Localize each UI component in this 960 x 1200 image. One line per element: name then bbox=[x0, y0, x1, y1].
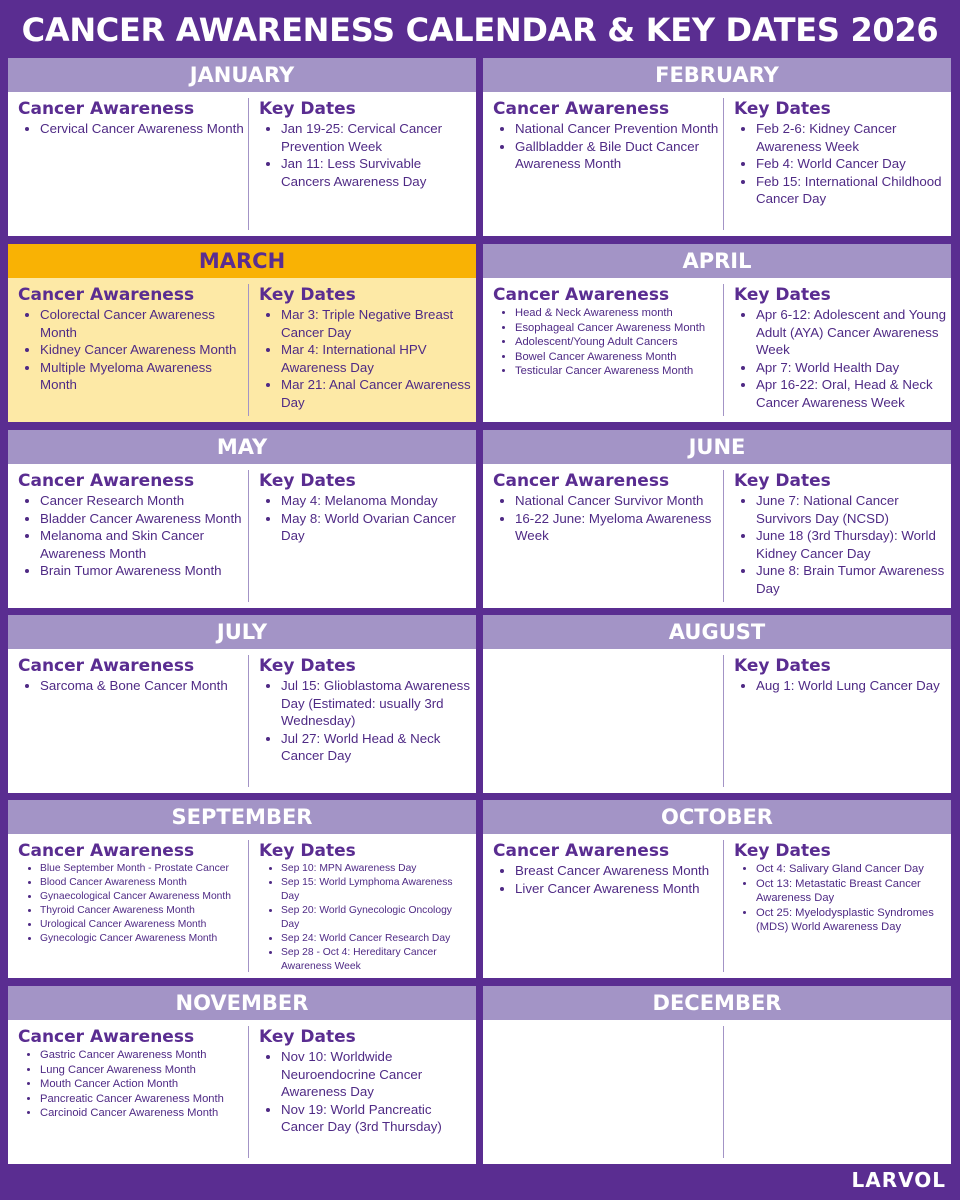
key-dates-heading: Key Dates bbox=[734, 99, 831, 119]
list-item: • Colorectal Cancer Awareness Month bbox=[40, 306, 244, 341]
key-dates-heading: Key Dates bbox=[734, 656, 831, 676]
list-item: • June 7: National Cancer Survivors Day (NCSD) bbox=[756, 492, 947, 527]
list-item: • Feb 2-6: Kidney Cancer Awareness Week bbox=[756, 120, 947, 155]
list-item: • Jul 15: Glioblastoma Awareness Day (Estimated: usually 3rd Wednesday) bbox=[281, 677, 472, 730]
cancer-awareness-list bbox=[493, 120, 719, 173]
key-dates-column bbox=[248, 1026, 476, 1158]
list-item: • Head & Neck Awareness month bbox=[515, 306, 719, 321]
list-item: • Carcinoid Cancer Awareness Month bbox=[40, 1106, 244, 1121]
list-item: • June 8: Brain Tumor Awareness Day bbox=[756, 562, 947, 597]
list-item: • Oct 4: Salivary Gland Cancer Day bbox=[756, 862, 947, 877]
list-item: • Adolescent/Young Adult Cancers bbox=[515, 335, 719, 350]
list-item: • Testicular Cancer Awareness Month bbox=[515, 364, 719, 379]
month-header: MAY bbox=[8, 430, 476, 464]
list-item: • June 18 (3rd Thursday): World Kidney Cancer Day bbox=[756, 527, 947, 562]
month-card-february bbox=[483, 58, 951, 236]
cancer-awareness-column bbox=[483, 470, 723, 602]
month-body bbox=[8, 1020, 476, 1164]
list-item: • Oct 13: Metastatic Breast Cancer Awareness Day bbox=[756, 877, 947, 906]
cancer-awareness-heading: Cancer Awareness bbox=[18, 99, 195, 119]
key-dates-heading: Key Dates bbox=[259, 99, 356, 119]
month-body bbox=[8, 649, 476, 793]
cancer-awareness-column bbox=[8, 98, 248, 230]
cancer-awareness-heading: Cancer Awareness bbox=[18, 656, 195, 676]
list-item: • Cervical Cancer Awareness Month bbox=[40, 120, 244, 138]
key-dates-column bbox=[248, 470, 476, 602]
cancer-awareness-heading: Cancer Awareness bbox=[493, 285, 670, 305]
cancer-awareness-column bbox=[8, 655, 248, 787]
month-header: APRIL bbox=[483, 244, 951, 278]
key-dates-list bbox=[734, 677, 947, 695]
cancer-awareness-list bbox=[18, 677, 244, 695]
list-item: • Jul 27: World Head & Neck Cancer Day bbox=[281, 730, 472, 765]
list-item: • Feb 15: International Childhood Cancer Day bbox=[756, 173, 947, 208]
list-item: • National Cancer Prevention Month bbox=[515, 120, 719, 138]
key-dates-column bbox=[723, 655, 951, 787]
key-dates-column bbox=[723, 98, 951, 230]
month-body bbox=[8, 834, 476, 978]
list-item: • Apr 7: World Health Day bbox=[756, 359, 947, 377]
calendar-title: CANCER AWARENESS CALENDAR & KEY DATES 2026 bbox=[21, 11, 939, 49]
list-item: • Aug 1: World Lung Cancer Day bbox=[756, 677, 947, 695]
list-item: • Sep 10: MPN Awareness Day bbox=[281, 862, 472, 876]
cancer-awareness-list bbox=[493, 306, 719, 379]
cancer-awareness-heading: Cancer Awareness bbox=[18, 1027, 195, 1047]
key-dates-heading: Key Dates bbox=[734, 471, 831, 491]
key-dates-column bbox=[248, 284, 476, 416]
cancer-awareness-column bbox=[8, 284, 248, 416]
month-card-january bbox=[8, 58, 476, 236]
key-dates-column bbox=[723, 840, 951, 972]
list-item: • Gynaecological Cancer Awareness Month bbox=[40, 890, 244, 904]
month-card-december bbox=[483, 986, 951, 1164]
cancer-awareness-list bbox=[18, 1048, 244, 1121]
month-card-july bbox=[8, 615, 476, 793]
month-body bbox=[483, 278, 951, 422]
list-item: • Feb 4: World Cancer Day bbox=[756, 155, 947, 173]
list-item: • Mouth Cancer Action Month bbox=[40, 1077, 244, 1092]
key-dates-heading: Key Dates bbox=[734, 285, 831, 305]
month-header: DECEMBER bbox=[483, 986, 951, 1020]
cancer-awareness-heading: Cancer Awareness bbox=[18, 841, 195, 861]
key-dates-list bbox=[259, 492, 472, 545]
list-item: • Liver Cancer Awareness Month bbox=[515, 880, 719, 898]
cancer-awareness-column bbox=[483, 284, 723, 416]
list-item: • National Cancer Survivor Month bbox=[515, 492, 719, 510]
key-dates-heading: Key Dates bbox=[259, 656, 356, 676]
month-card-april bbox=[483, 244, 951, 422]
list-item: • Mar 3: Triple Negative Breast Cancer Day bbox=[281, 306, 472, 341]
list-item: • Gastric Cancer Awareness Month bbox=[40, 1048, 244, 1063]
month-body bbox=[483, 834, 951, 978]
cancer-awareness-column bbox=[8, 840, 248, 972]
month-body bbox=[8, 92, 476, 236]
month-card-august bbox=[483, 615, 951, 793]
list-item: • Sep 15: World Lymphoma Awareness Day bbox=[281, 876, 472, 904]
key-dates-column bbox=[248, 655, 476, 787]
month-header: OCTOBER bbox=[483, 800, 951, 834]
list-item: • Mar 4: International HPV Awareness Day bbox=[281, 341, 472, 376]
key-dates-column bbox=[248, 840, 476, 972]
list-item: • Blood Cancer Awareness Month bbox=[40, 876, 244, 890]
cancer-awareness-column bbox=[483, 840, 723, 972]
key-dates-heading: Key Dates bbox=[734, 841, 831, 861]
key-dates-list bbox=[259, 306, 472, 412]
key-dates-heading: Key Dates bbox=[259, 841, 356, 861]
list-item: • Nov 19: World Pancreatic Cancer Day (3rd Thursday) bbox=[281, 1101, 472, 1136]
month-header: AUGUST bbox=[483, 615, 951, 649]
month-card-october bbox=[483, 800, 951, 978]
list-item: • Jan 19-25: Cervical Cancer Prevention Week bbox=[281, 120, 472, 155]
month-body bbox=[483, 649, 951, 793]
cancer-awareness-list bbox=[18, 862, 244, 946]
cancer-awareness-column bbox=[483, 655, 723, 787]
list-item: • Urological Cancer Awareness Month bbox=[40, 918, 244, 932]
list-item: • Mar 21: Anal Cancer Awareness Day bbox=[281, 376, 472, 411]
list-item: • Lung Cancer Awareness Month bbox=[40, 1063, 244, 1078]
month-header: NOVEMBER bbox=[8, 986, 476, 1020]
key-dates-heading: Key Dates bbox=[259, 285, 356, 305]
list-item: • 16-22 June: Myeloma Awareness Week bbox=[515, 510, 719, 545]
list-item: • Sep 24: World Cancer Research Day bbox=[281, 932, 472, 946]
list-item: • Oct 25: Myelodysplastic Syndromes (MDS) World Awareness Day bbox=[756, 906, 947, 935]
larvol-logo: LARVOL bbox=[851, 1168, 946, 1192]
month-header: JULY bbox=[8, 615, 476, 649]
month-card-may bbox=[8, 430, 476, 608]
list-item: • Blue September Month - Prostate Cancer bbox=[40, 862, 244, 876]
list-item: • Brain Tumor Awareness Month bbox=[40, 562, 244, 580]
list-item: • Kidney Cancer Awareness Month bbox=[40, 341, 244, 359]
list-item: • Gynecologic Cancer Awareness Month bbox=[40, 932, 244, 946]
cancer-awareness-heading: Cancer Awareness bbox=[493, 471, 670, 491]
cancer-awareness-heading: Cancer Awareness bbox=[493, 841, 670, 861]
key-dates-list bbox=[259, 1048, 472, 1136]
key-dates-heading: Key Dates bbox=[259, 471, 356, 491]
list-item: • Nov 10: Worldwide Neuroendocrine Cancer Awareness Day bbox=[281, 1048, 472, 1101]
month-header: MARCH bbox=[8, 244, 476, 278]
list-item: • Multiple Myeloma Awareness Month bbox=[40, 359, 244, 394]
list-item: • May 4: Melanoma Monday bbox=[281, 492, 472, 510]
list-item: • Bowel Cancer Awareness Month bbox=[515, 350, 719, 365]
list-item: • Esophageal Cancer Awareness Month bbox=[515, 321, 719, 336]
month-header: JUNE bbox=[483, 430, 951, 464]
month-card-june bbox=[483, 430, 951, 608]
month-body bbox=[483, 92, 951, 236]
month-card-march bbox=[8, 244, 476, 422]
list-item: • Gallbladder & Bile Duct Cancer Awareness Month bbox=[515, 138, 719, 173]
cancer-awareness-list bbox=[18, 492, 244, 580]
cancer-awareness-column bbox=[8, 1026, 248, 1158]
month-card-november bbox=[8, 986, 476, 1164]
list-item: • Jan 11: Less Survivable Cancers Awareness Day bbox=[281, 155, 472, 190]
month-card-september bbox=[8, 800, 476, 978]
list-item: • Cancer Research Month bbox=[40, 492, 244, 510]
month-header: JANUARY bbox=[8, 58, 476, 92]
cancer-awareness-column bbox=[483, 1026, 723, 1158]
key-dates-column bbox=[248, 98, 476, 230]
key-dates-heading: Key Dates bbox=[259, 1027, 356, 1047]
key-dates-column bbox=[723, 470, 951, 602]
cancer-awareness-heading: Cancer Awareness bbox=[493, 99, 670, 119]
cancer-awareness-list bbox=[18, 306, 244, 394]
key-dates-list bbox=[734, 862, 947, 935]
month-body bbox=[8, 278, 476, 422]
cancer-awareness-list bbox=[493, 862, 719, 897]
key-dates-list bbox=[259, 120, 472, 190]
key-dates-column bbox=[723, 284, 951, 416]
list-item: • Bladder Cancer Awareness Month bbox=[40, 510, 244, 528]
list-item: • Thyroid Cancer Awareness Month bbox=[40, 904, 244, 918]
cancer-awareness-list bbox=[493, 492, 719, 545]
cancer-awareness-column bbox=[483, 98, 723, 230]
key-dates-list bbox=[734, 120, 947, 208]
key-dates-list bbox=[734, 492, 947, 598]
month-body bbox=[483, 464, 951, 608]
list-item: • Sep 20: World Gynecologic Oncology Day bbox=[281, 904, 472, 932]
key-dates-list bbox=[734, 306, 947, 412]
key-dates-column bbox=[723, 1026, 951, 1158]
list-item: • Pancreatic Cancer Awareness Month bbox=[40, 1092, 244, 1107]
list-item: • Melanoma and Skin Cancer Awareness Month bbox=[40, 527, 244, 562]
list-item: • May 8: World Ovarian Cancer Day bbox=[281, 510, 472, 545]
month-header: FEBRUARY bbox=[483, 58, 951, 92]
list-item: • Sarcoma & Bone Cancer Month bbox=[40, 677, 244, 695]
month-body bbox=[8, 464, 476, 608]
list-item: • Sep 28 - Oct 4: Hereditary Cancer Awareness Week bbox=[281, 946, 472, 974]
month-header: SEPTEMBER bbox=[8, 800, 476, 834]
key-dates-list bbox=[259, 677, 472, 765]
list-item: • Breast Cancer Awareness Month bbox=[515, 862, 719, 880]
month-body bbox=[483, 1020, 951, 1164]
key-dates-list bbox=[259, 862, 472, 974]
cancer-awareness-list bbox=[18, 120, 244, 138]
cancer-awareness-heading: Cancer Awareness bbox=[18, 471, 195, 491]
cancer-awareness-column bbox=[8, 470, 248, 602]
list-item: • Apr 6-12: Adolescent and Young Adult (AYA) Cancer Awareness Week bbox=[756, 306, 947, 359]
cancer-awareness-heading: Cancer Awareness bbox=[18, 285, 195, 305]
list-item: • Apr 16-22: Oral, Head & Neck Cancer Awareness Week bbox=[756, 376, 947, 411]
